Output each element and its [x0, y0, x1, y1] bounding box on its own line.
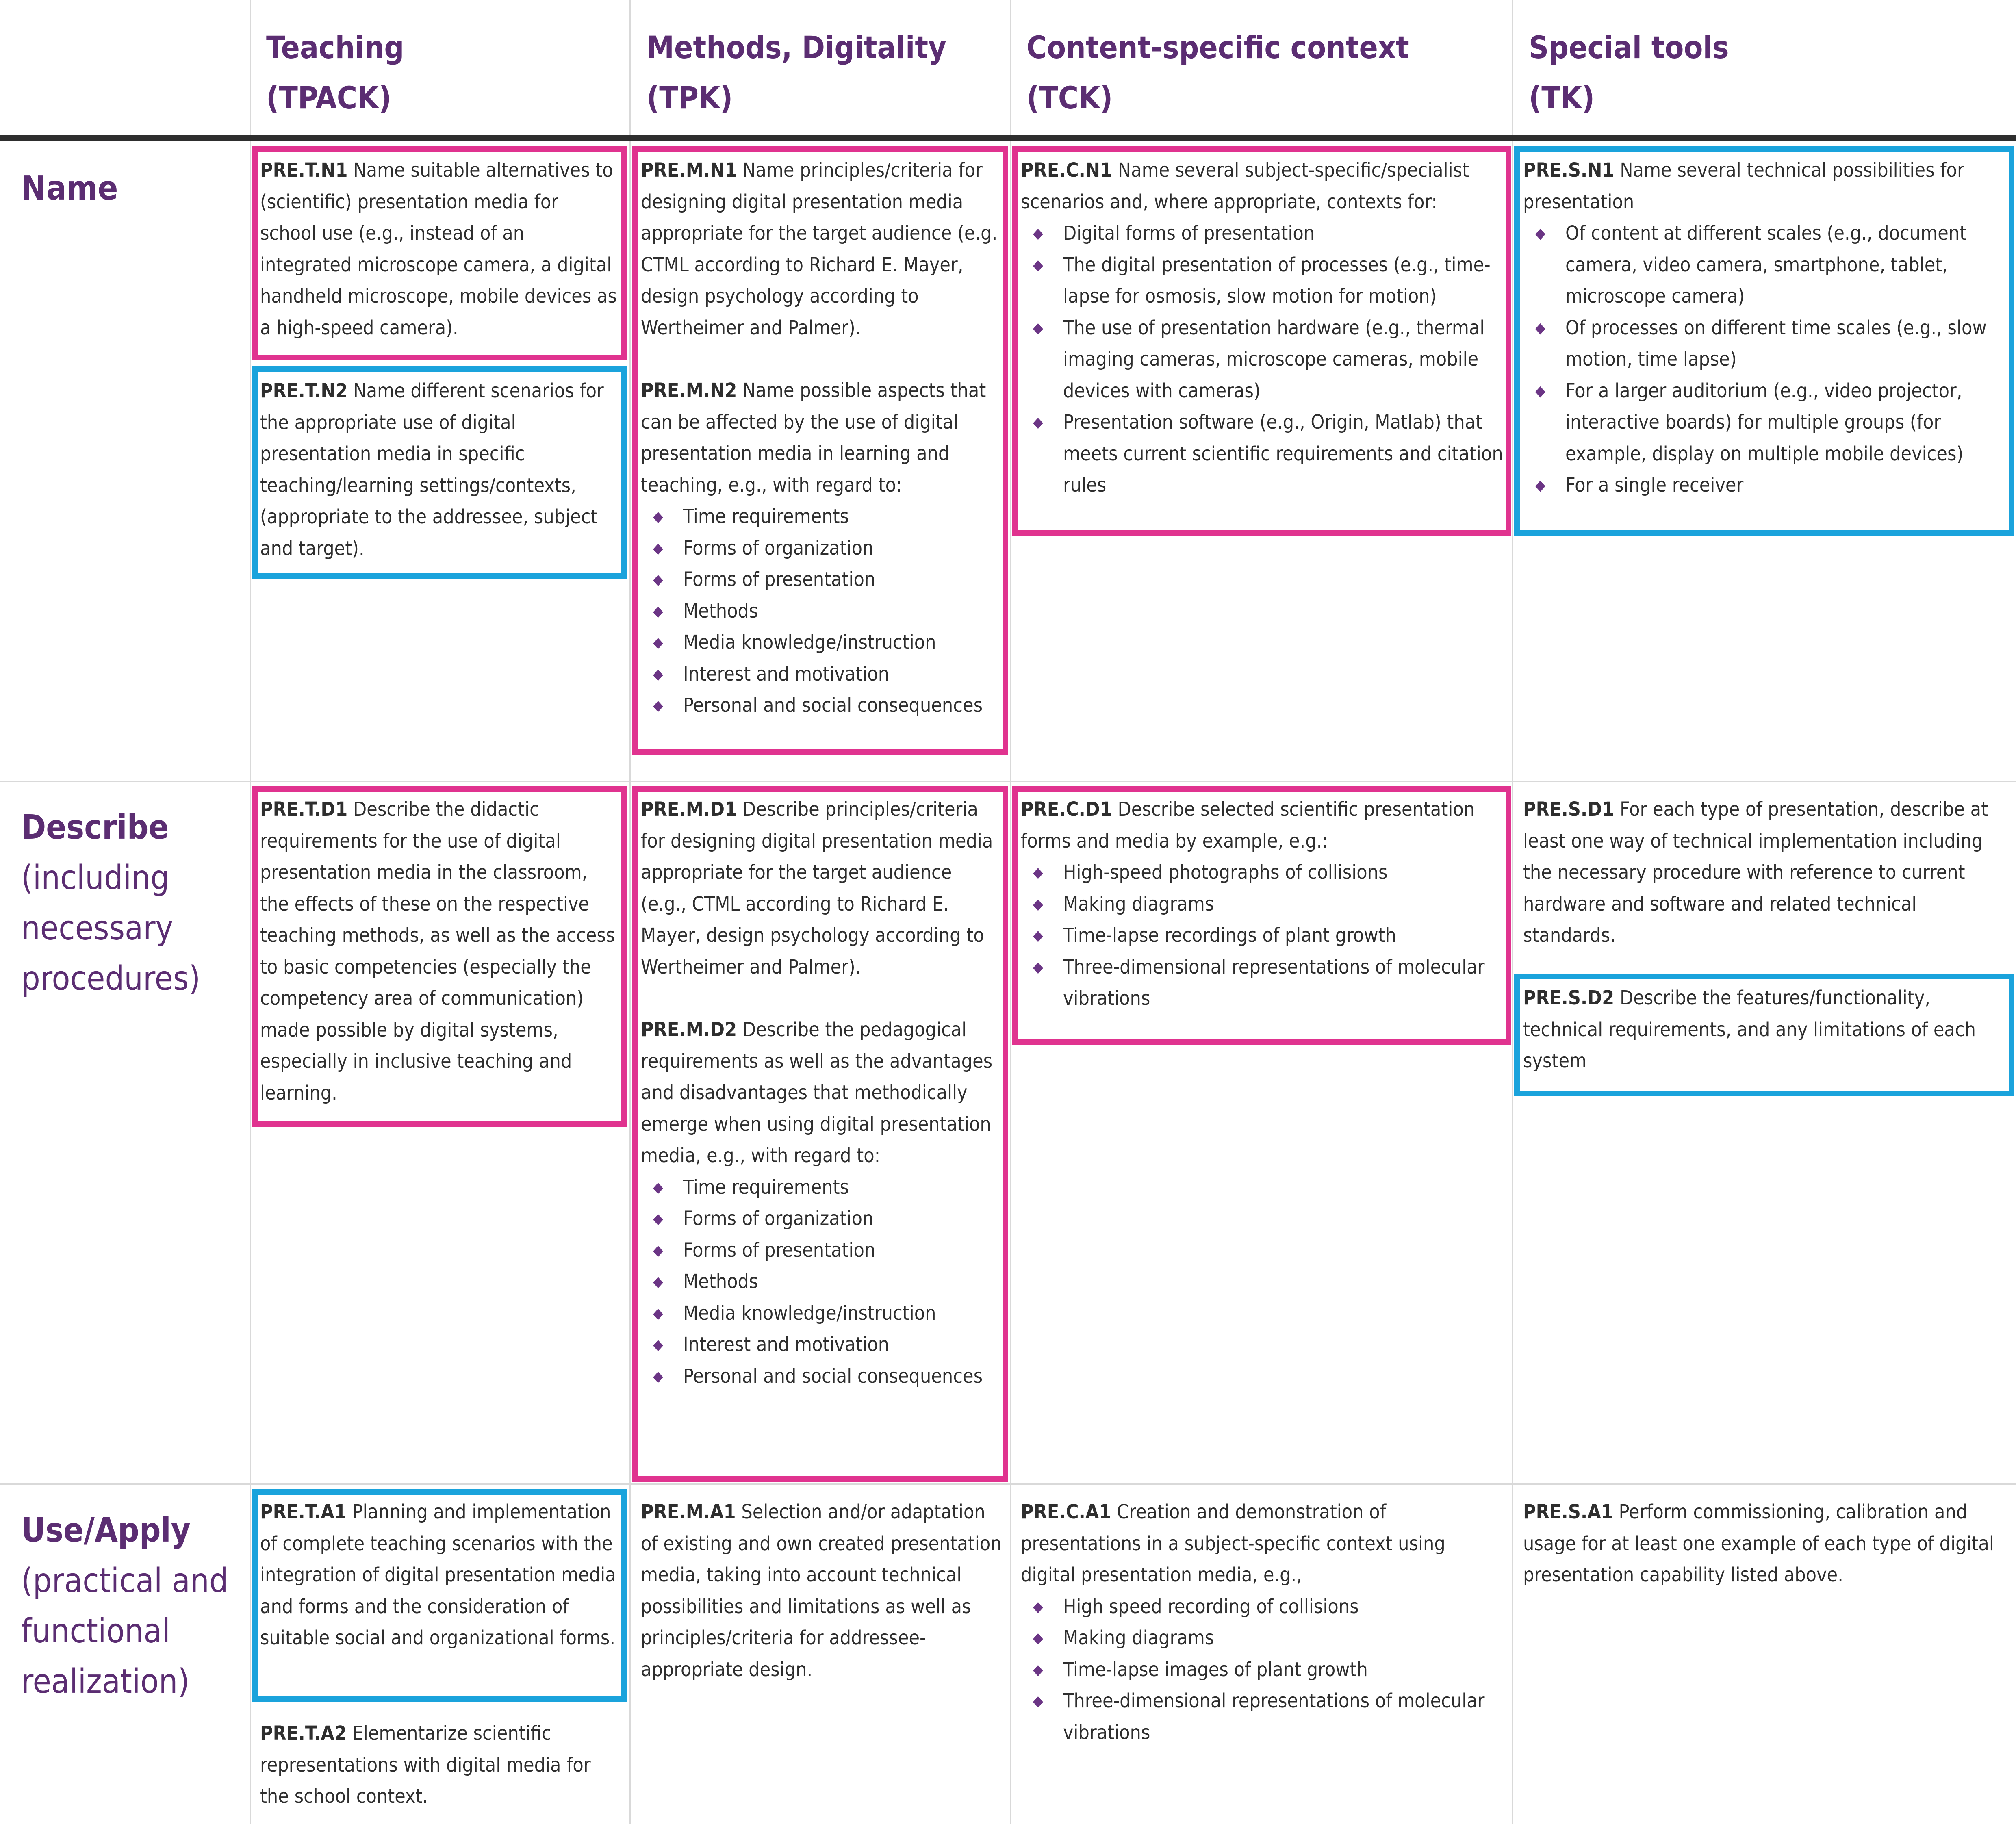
cell-pre-s-a1 [1523, 1497, 2009, 1591]
column-divider [250, 0, 251, 1824]
column-title: Teaching [266, 29, 404, 65]
list-item: ◆ Of processes on different time scales (e.g., slow motion, time lapse) [1523, 312, 2009, 375]
list-item: ◆ The use of presentation hardware (e.g., thermal imaging cameras, microscope cameras, mobile devices with cameras) [1021, 312, 1504, 407]
competency-text: Name several subject-specific/specialist scenarios and, where appropriate, contexts for: [1021, 159, 1469, 213]
header-rule [0, 135, 2016, 141]
row-subtitle: procedures) [21, 959, 201, 998]
list-item: ◆ For a single receiver [1523, 470, 2009, 501]
cell-pre-t-n1 [260, 155, 620, 344]
competency-code: PRE.S.N1 [1523, 159, 1615, 182]
competency-text: Describe principles/criteria for designing digital presentation media appropriate for the target audience (e.g., CTML according to Richard E. Mayer, design psychology according to Wertheimer and Palmer). [641, 798, 993, 978]
list-item: ◆ Presentation software (e.g., Origin, Matlab) that meets current scientific requirements and citation rules [1021, 407, 1504, 501]
competency-code: PRE.C.D1 [1021, 798, 1112, 821]
cell-pre-c-a1 [1021, 1497, 1504, 1748]
competency-text: Planning and implementation of complete teaching scenarios with the integration of digital presentation media and forms and the consideration of suitable social and organizational forms. [260, 1501, 616, 1649]
column-title: Content-specific context [1026, 29, 1409, 65]
row-divider [0, 781, 2016, 782]
column-divider [1512, 0, 1513, 1824]
column-abbr: (TK) [1529, 80, 1595, 116]
competency-text: Elementarize scientific representations with digital media for the school context. [260, 1722, 591, 1808]
bullet-list [1021, 1591, 1504, 1749]
list-item: ◆ Methods [641, 596, 1003, 627]
column-divider [1010, 0, 1011, 1824]
list-item: ◆ Making diagrams [1021, 1622, 1504, 1654]
bullet-list [641, 501, 1003, 722]
row-subtitle: realization) [21, 1662, 190, 1701]
row-title: Describe [21, 808, 169, 847]
list-item: ◆ Forms of presentation [641, 564, 1003, 596]
cell-pre-s-d2 [1523, 982, 2009, 1077]
row-subtitle: (practical and [21, 1562, 228, 1600]
cell-pre-m-n [641, 155, 1003, 722]
list-item: ◆ Interest and motivation [641, 659, 1003, 690]
list-item: ◆ Media knowledge/instruction [641, 627, 1003, 659]
list-item: ◆ Three-dimensional representations of molecular vibrations [1021, 952, 1504, 1015]
list-item: ◆ Time requirements [641, 1172, 1003, 1204]
cell-pre-t-a2 [260, 1718, 620, 1813]
competency-text: Describe the features/functionality, technical requirements, and any limitations of each system [1523, 987, 1976, 1072]
competency-code: PRE.T.N1 [260, 159, 348, 182]
cell-pre-m-d [641, 794, 1003, 1392]
list-item: ◆ High speed recording of collisions [1021, 1591, 1504, 1623]
competency-text: Name different scenarios for the appropriate use of digital presentation media in specific teaching/learning settings/contexts, (appropriate to the addressee, subject and target). [260, 380, 604, 560]
list-item: ◆ Personal and social consequences [641, 1361, 1003, 1392]
column-header-tools [1529, 22, 1729, 123]
competency-text: Describe the didactic requirements for the use of digital presentation media in the classroom, the effects of these on the respective teaching methods, as well as the access to basic competencies (especially the competency area of communication) made possible by digital systems, especially in inclusive teaching and learning. [260, 798, 615, 1104]
cell-pre-s-n1 [1523, 155, 2009, 501]
competency-text: For each type of presentation, describe at least one way of technical implementation including the necessary procedure with reference to current hardware and software and related technical standards. [1523, 798, 1988, 947]
bullet-list [1523, 218, 2009, 501]
competency-text: Name principles/criteria for designing digital presentation media appropriate for the target audience (e.g. CTML according to Richard E. Mayer, design psychology according to Wertheimer and Palmer). [641, 159, 998, 339]
competency-text: Name possible aspects that can be affected by the use of digital presentation media in learning and teaching, e.g., with regard to: [641, 379, 986, 497]
competency-text: Name suitable alternatives to (scientific) presentation media for school use (e.g., instead of an integrated microscope camera, a digital handheld microscope, mobile devices as a high-speed camera). [260, 159, 617, 339]
column-abbr: (TPACK) [266, 80, 392, 116]
competency-code: PRE.M.N1 [641, 159, 737, 182]
row-title: Name [21, 169, 118, 208]
list-item: ◆ Time-lapse recordings of plant growth [1021, 920, 1504, 952]
row-subtitle: (including [21, 859, 169, 897]
competency-code: PRE.T.D1 [260, 798, 348, 821]
list-item: ◆ Time-lapse images of plant growth [1021, 1654, 1504, 1686]
list-item: ◆ Time requirements [641, 501, 1003, 533]
row-subtitle: functional [21, 1612, 171, 1650]
list-item: ◆ Digital forms of presentation [1021, 218, 1504, 249]
list-item: ◆ Forms of organization [641, 1203, 1003, 1235]
cell-pre-m-a1 [641, 1497, 1003, 1685]
row-divider [0, 1483, 2016, 1485]
competency-code: PRE.C.N1 [1021, 159, 1113, 182]
competency-text: Name several technical possibilities for presentation [1523, 159, 1964, 213]
competency-text: Selection and/or adaptation of existing and own created presentation media, taking into account technical possibilities and limitations as well as principles/criteria for addressee-appropriate design. [641, 1501, 1002, 1681]
column-abbr: (TCK) [1026, 80, 1113, 116]
bullet-list [641, 1172, 1003, 1392]
list-item: ◆ Of content at different scales (e.g., document camera, video camera, smartphone, tablet, microscope camera) [1523, 218, 2009, 312]
column-header-content [1026, 22, 1409, 123]
row-header-name [21, 163, 118, 214]
competency-code: PRE.M.D2 [641, 1018, 737, 1041]
list-item: ◆ Three-dimensional representations of molecular vibrations [1021, 1685, 1504, 1748]
competency-code: PRE.T.N2 [260, 380, 348, 402]
cell-pre-t-a1 [260, 1497, 620, 1654]
row-header-describe [21, 802, 200, 1004]
competency-code: PRE.M.N2 [641, 379, 737, 402]
list-item: ◆ Interest and motivation [641, 1329, 1003, 1361]
competency-text: Creation and demonstration of presentations in a subject-specific context using digital presentation media, e.g., [1021, 1501, 1445, 1586]
cell-pre-t-n2 [260, 375, 620, 564]
list-item: ◆ The digital presentation of processes (e.g., time-lapse for osmosis, slow motion for motion) [1021, 249, 1504, 312]
competency-text: Describe the pedagogical requirements as well as the advantages and disadvantages that methodically emerge when using digital presentation media, e.g., with regard to: [641, 1018, 993, 1167]
cell-pre-c-d1 [1021, 794, 1504, 1015]
bullet-list [1021, 857, 1504, 1015]
competency-code: PRE.M.A1 [641, 1501, 736, 1523]
list-item: ◆ Making diagrams [1021, 889, 1504, 920]
competency-code: PRE.C.A1 [1021, 1501, 1111, 1523]
column-title: Special tools [1529, 29, 1729, 65]
column-title: Methods, Digitality [647, 29, 946, 65]
competency-code: PRE.T.A2 [260, 1722, 347, 1745]
list-item: ◆ Forms of presentation [641, 1235, 1003, 1267]
row-header-use-apply [21, 1505, 228, 1707]
list-item: ◆ Methods [641, 1266, 1003, 1298]
cell-pre-c-n1 [1021, 155, 1504, 501]
row-subtitle: necessary [21, 909, 174, 948]
column-header-methods [647, 22, 946, 123]
competency-text: Describe selected scientific presentation forms and media by example, e.g.: [1021, 798, 1475, 852]
competency-text: Perform commissioning, calibration and usage for at least one example of each type of digital presentation capability listed above. [1523, 1501, 1994, 1586]
competency-code: PRE.S.A1 [1523, 1501, 1613, 1523]
column-abbr: (TPK) [647, 80, 733, 116]
competency-code: PRE.T.A1 [260, 1501, 347, 1523]
cell-pre-s-d1 [1523, 794, 2009, 952]
list-item: ◆ Forms of organization [641, 533, 1003, 564]
cell-pre-t-d1 [260, 794, 620, 1109]
bullet-list [1021, 218, 1504, 501]
competency-code: PRE.S.D1 [1523, 798, 1615, 821]
list-item: ◆ For a larger auditorium (e.g., video projector, interactive boards) for multiple groups (for example, display on multiple mobile devices) [1523, 375, 2009, 470]
list-item: ◆ High-speed photographs of collisions [1021, 857, 1504, 889]
list-item: ◆ Media knowledge/instruction [641, 1298, 1003, 1330]
column-header-teaching [266, 22, 404, 123]
competency-code: PRE.M.D1 [641, 798, 737, 821]
column-divider [629, 0, 631, 1824]
row-title: Use/Apply [21, 1511, 191, 1550]
list-item: ◆ Personal and social consequences [641, 690, 1003, 722]
competency-code: PRE.S.D2 [1523, 987, 1615, 1009]
